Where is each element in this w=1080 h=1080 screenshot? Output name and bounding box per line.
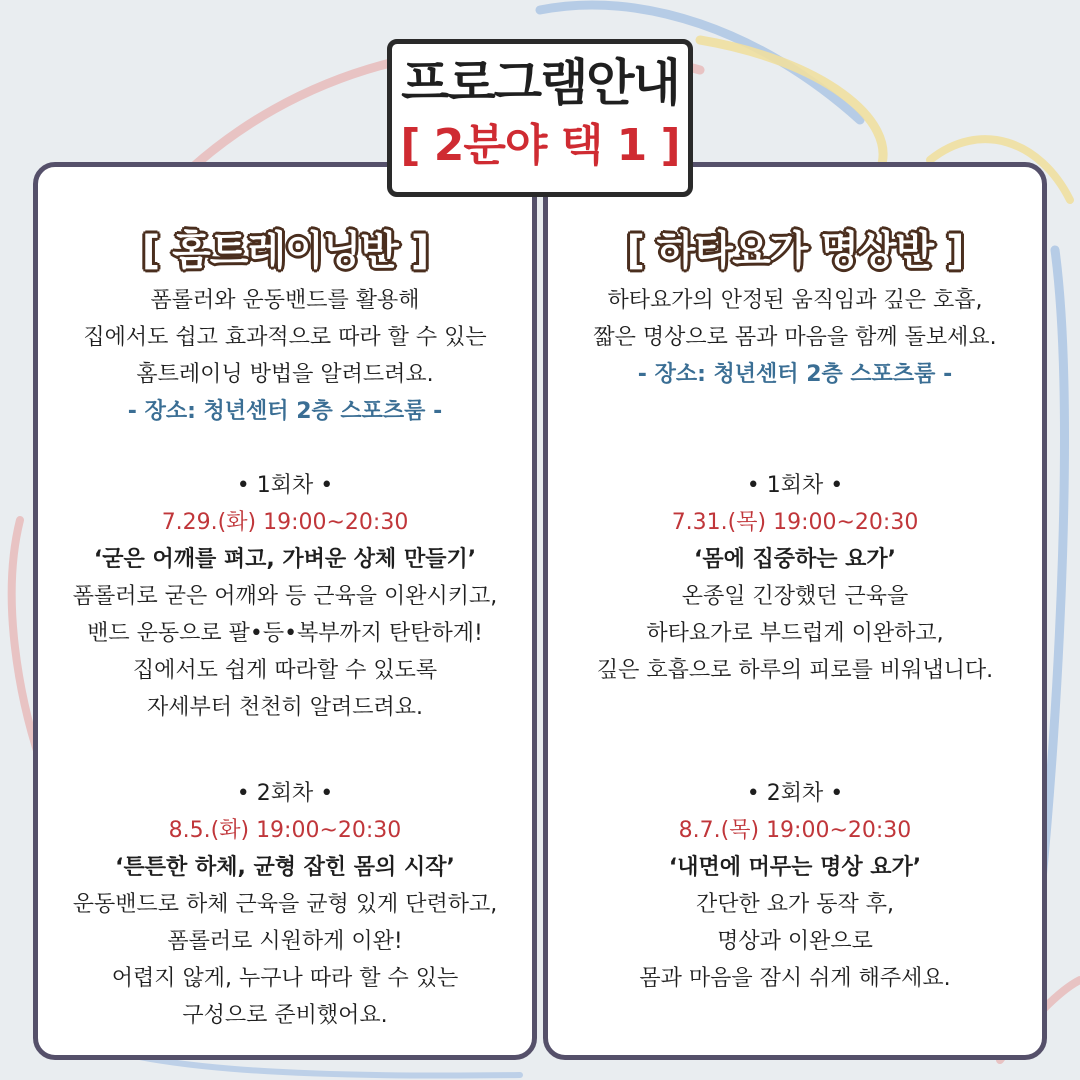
session-line: 하타요가로 부드럽게 이완하고, bbox=[646, 621, 944, 646]
session-line: 명상과 이완으로 bbox=[717, 929, 873, 954]
program-panel-home-training bbox=[33, 162, 537, 1060]
session-label: • 2회차 • bbox=[746, 781, 844, 806]
session-line: 집에서도 쉽게 따라할 수 있도록 bbox=[132, 658, 438, 683]
session-label: • 1회차 • bbox=[236, 473, 334, 498]
intro-line: 하타요가의 안정된 움직임과 깊은 호흡, bbox=[607, 288, 983, 313]
session-subtitle: ‘몸에 집중하는 요가’ bbox=[693, 547, 897, 572]
session-line: 온종일 긴장했던 근육을 bbox=[681, 584, 909, 609]
intro-line: 폼롤러와 운동밴드를 활용해 bbox=[150, 288, 420, 313]
session-2-block bbox=[38, 775, 532, 1034]
program-place: - 장소: 청년센터 2층 스포츠룸 - bbox=[637, 362, 953, 387]
session-line: 폼롤러로 굳은 어깨와 등 근육을 이완시키고, bbox=[72, 584, 498, 609]
session-line: 밴드 운동으로 팔•등•복부까지 탄탄하게! bbox=[87, 621, 483, 646]
intro-line: 집에서도 쉽고 효과적으로 따라 할 수 있는 bbox=[83, 325, 487, 350]
session-line: 깊은 호흡으로 하루의 피로를 비워냅니다. bbox=[596, 658, 994, 683]
program-place: - 장소: 청년센터 2층 스포츠룸 - bbox=[127, 399, 443, 424]
session-label: • 1회차 • bbox=[746, 473, 844, 498]
session-datetime: 8.5.(화) 19:00~20:30 bbox=[168, 818, 402, 843]
program-title-home-training: [ 홈트레이닝반 ] bbox=[141, 228, 429, 274]
session-2-block bbox=[548, 775, 1042, 997]
session-1-block bbox=[38, 467, 532, 726]
program-intro bbox=[38, 282, 532, 430]
page-title: 프로그램안내 bbox=[401, 54, 679, 112]
session-subtitle: ‘튼튼한 하체, 균형 잡힌 몸의 시작’ bbox=[115, 855, 455, 880]
program-title-hatha-yoga: [ 하타요가 명상반 ] bbox=[626, 228, 964, 274]
session-line: 운동밴드로 하체 근육을 균형 있게 단련하고, bbox=[72, 892, 498, 917]
program-title-box bbox=[387, 39, 693, 197]
session-datetime: 7.31.(목) 19:00~20:30 bbox=[671, 510, 919, 535]
session-1-block bbox=[548, 467, 1042, 689]
session-label: • 2회차 • bbox=[236, 781, 334, 806]
session-subtitle: ‘굳은 어깨를 펴고, 가벼운 상체 만들기’ bbox=[93, 547, 477, 572]
session-line: 폼롤러로 시원하게 이완! bbox=[167, 929, 403, 954]
session-line: 간단한 요가 동작 후, bbox=[696, 892, 894, 917]
program-intro bbox=[548, 282, 1042, 393]
intro-line: 홈트레이닝 방법을 알려드려요. bbox=[136, 362, 434, 387]
intro-line: 짧은 명상으로 몸과 마음을 함께 돌보세요. bbox=[593, 325, 997, 350]
session-datetime: 8.7.(목) 19:00~20:30 bbox=[678, 818, 912, 843]
session-line: 몸과 마음을 잠시 쉬게 해주세요. bbox=[639, 966, 951, 991]
page-subtitle: [ 2분야 택 1 ] bbox=[400, 120, 680, 171]
session-line: 어렵지 않게, 누구나 따라 할 수 있는 bbox=[111, 966, 459, 991]
session-subtitle: ‘내면에 머무는 명상 요가’ bbox=[668, 855, 922, 880]
session-line: 자세부터 천천히 알려드려요. bbox=[146, 695, 423, 720]
program-panel-hatha-yoga bbox=[543, 162, 1047, 1060]
session-datetime: 7.29.(화) 19:00~20:30 bbox=[161, 510, 409, 535]
session-line: 구성으로 준비했어요. bbox=[182, 1003, 388, 1028]
